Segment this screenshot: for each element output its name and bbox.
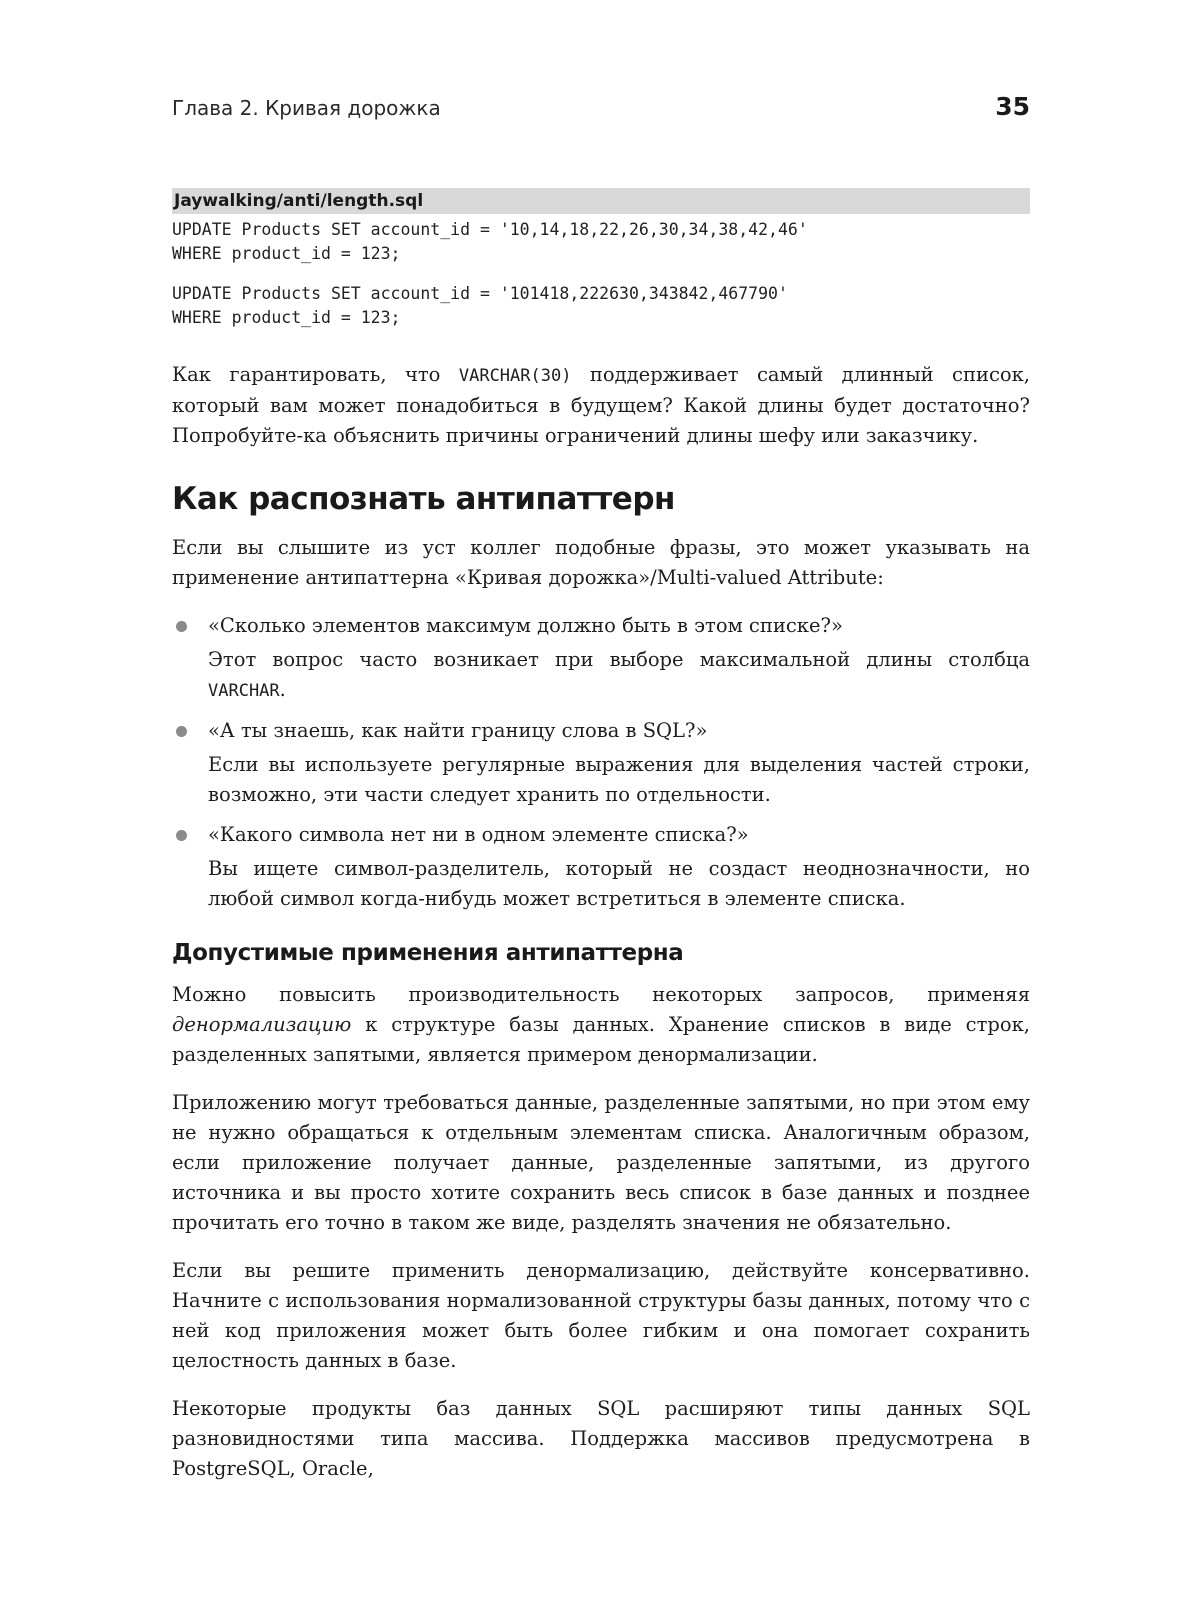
list-item bbox=[172, 716, 1030, 810]
section-intro: Если вы слышите из уст коллег подобные фразы, это может указывать на применение антипаттерна «Кривая дорожка»/Multi-valued Attribute: bbox=[172, 536, 1030, 589]
code-listing bbox=[172, 188, 1030, 330]
bullet-explanation: Этот вопрос часто возникает при выборе максимальной длины столбца VARCHAR. bbox=[208, 648, 1030, 701]
bullet-icon bbox=[176, 621, 187, 632]
code-filename: Jaywalking/anti/length.sql bbox=[172, 188, 1030, 214]
bullet-explanation: Вы ищете символ-разделитель, который не создаст неоднозначности, но любой символ когда-нибудь может встретиться в элементе списка. bbox=[208, 857, 1030, 910]
paragraph-denormalization: Можно повысить производительность некоторых запросов, применяя денормализацию к структуре базы данных. Хранение списков в виде строк, разделенных запятыми, является примером денормализации. bbox=[172, 983, 1030, 1066]
running-head bbox=[172, 92, 1030, 132]
inline-code: VARCHAR(30) bbox=[458, 366, 572, 386]
code-line: UPDATE Products SET account_id = '101418,222630,343842,467790' bbox=[172, 284, 788, 303]
section-heading-recognize: Как распознать антипаттерн bbox=[172, 481, 675, 517]
list-item bbox=[172, 611, 1030, 706]
code-line: WHERE product_id = 123; bbox=[172, 244, 401, 263]
bullet-explanation: Если вы используете регулярные выражения для выделения частей строки, возможно, эти части следует хранить по отдельности. bbox=[208, 753, 1030, 806]
bullet-question: «Сколько элементов максимум должно быть в этом списке?» bbox=[208, 614, 843, 637]
paragraph-app-data: Приложению могут требоваться данные, разделенные запятыми, но при этом ему не нужно обращаться к отдельным элементам списка. Аналогичным образом, если приложение получает данные, разделенные запятыми, из другого источника и вы просто хотите сохранить весь список в базе данных и позднее прочитать его точно в таком же виде, разделять значения не обязательно. bbox=[172, 1091, 1030, 1234]
list-item bbox=[172, 820, 1030, 914]
bullet-list bbox=[172, 611, 1030, 914]
page-number: 35 bbox=[995, 92, 1030, 121]
paragraph-varchar: Как гарантировать, что VARCHAR(30) поддерживает самый длинный список, который вам может понадобиться в будущем? Какой длины будет достаточно? Попробуйте-ка объяснить причины ограничений длины шефу или заказчику. bbox=[172, 363, 1030, 447]
paragraph-arrays: Некоторые продукты баз данных SQL расширяют типы данных SQL разновидностями типа массива. Поддержка массивов предусмотрена в PostgreSQL, Oracle, bbox=[172, 1397, 1030, 1480]
emphasis-term: денормализацию bbox=[172, 1013, 352, 1036]
page-content bbox=[172, 188, 1030, 1502]
code-statement bbox=[172, 282, 1030, 330]
inline-code: VARCHAR bbox=[208, 681, 280, 701]
subsection-heading-legitimate-uses: Допустимые применения антипаттерна bbox=[172, 940, 684, 966]
bullet-question: «А ты знаешь, как найти границу слова в SQL?» bbox=[208, 719, 708, 742]
code-line: WHERE product_id = 123; bbox=[172, 308, 401, 327]
bullet-question: «Какого символа нет ни в одном элементе списка?» bbox=[208, 823, 749, 846]
code-line: UPDATE Products SET account_id = '10,14,18,22,26,30,34,38,42,46' bbox=[172, 220, 808, 239]
code-statement bbox=[172, 218, 1030, 266]
chapter-title: Глава 2. Кривая дорожка bbox=[172, 96, 441, 120]
paragraph-conservative: Если вы решите применить денормализацию, действуйте консервативно. Начните с использования нормализованной структуры базы данных, потому что с ней код приложения может быть более гибким и она помогает сохранить целостность данных в базе. bbox=[172, 1259, 1030, 1372]
bullet-icon bbox=[176, 726, 187, 737]
bullet-icon bbox=[176, 830, 187, 841]
